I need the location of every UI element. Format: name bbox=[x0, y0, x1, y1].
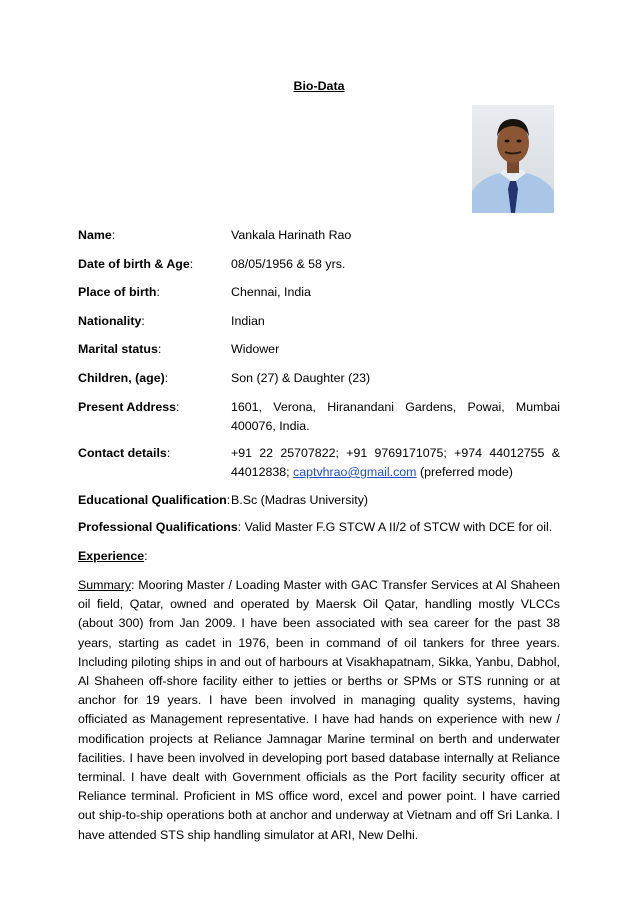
field-value: Valid Master F.G STCW A II/2 of STCW with DCE for oil. bbox=[244, 520, 553, 534]
experience-heading: Experience: bbox=[78, 549, 148, 563]
profile-photo bbox=[472, 105, 554, 213]
field-value: B.Sc (Madras University) bbox=[231, 493, 369, 507]
field-label: Place of birth bbox=[78, 285, 157, 299]
portrait-image bbox=[472, 105, 554, 213]
email-link[interactable]: captvhrao@gmail.com bbox=[293, 465, 417, 479]
field-label: Children, (age) bbox=[78, 371, 165, 385]
contact-value bbox=[231, 444, 560, 482]
field-value: Indian bbox=[231, 314, 265, 328]
field-label: Present Address bbox=[78, 400, 177, 414]
field-label: Educational Qualification bbox=[78, 493, 227, 507]
field-row-contact: Contact details: +91 22 25707822; +91 9769171075; +974 44012755 & 44012838; captvhrao@gmail.com (preferred mode) bbox=[78, 444, 560, 484]
field-label: Marital status bbox=[78, 342, 158, 356]
field-label: Nationality bbox=[78, 314, 142, 328]
field-label: Date of birth & Age bbox=[78, 257, 190, 271]
field-label: Name bbox=[78, 228, 112, 242]
section-heading: Experience bbox=[78, 549, 145, 563]
field-label: Contact details bbox=[78, 446, 167, 460]
field-value: 1601, Verona, Hiranandani Gardens, Powai, Mumbai 400076, India. bbox=[231, 400, 560, 433]
professional-qualifications: Professional Qualifications: Valid Master F.G STCW A II/2 of STCW with DCE for oil. bbox=[78, 520, 553, 534]
field-row-address: Present Address: 1601, Verona, Hiranandani Gardens, Powai, Mumbai 400076, India. bbox=[78, 398, 560, 438]
field-value: Widower bbox=[231, 342, 280, 356]
field-label: Professional Qualifications bbox=[78, 520, 238, 534]
field-value: Vankala Harinath Rao bbox=[231, 228, 352, 242]
phone-numbers: +91 22 25707822; +91 9769171075; +974 44012755 & 44012838; bbox=[231, 446, 560, 479]
field-value: Son (27) & Daughter (23) bbox=[231, 371, 371, 385]
summary-label: Summary bbox=[78, 578, 132, 592]
summary-text: Mooring Master / Loading Master with GAC Transfer Services at Al Shaheen oil field, Qatar, owned and operated by Maersk Oil Qatar, handling mostly VLCCs (about 300) from Jan 2009. I have been associated with sea career for the past 38 years, starting as cadet in 1976, been in command of oil tankers for three years. Including piloting ships in and out of harbours at Visakhapatnam, Sikka, Yanbu, Dabhol, Al Shaheen off-shore facility either to jetties or berths or SPMs or STS running or at anchor for 19 years. I have been involved in managing quality systems, having officiated as Management representative. I have had hands on experience with new / modification projects at Reliance Jamnagar Marine terminal on berth and underwater facilities. I have been involved in developing port based database internally at Reliance terminal. I have dealt with Government officials as the Port facility security officer at Reliance terminal. Proficient in MS office word, excel and power point. I have carried out ship-to-ship operations both at anchor and underway at Vietnam and off Sri Lanka. I have attended STS ship handling simulator at ARI, New Delhi. bbox=[78, 578, 560, 842]
field-value: Chennai, India bbox=[231, 285, 311, 299]
experience-summary: Summary: Mooring Master / Loading Master with GAC Transfer Services at Al Shaheen oil field, Qatar, owned and operated by Maersk Oil Qatar, handling mostly VLCCs (about 300) from Jan 2009. I have been associated with sea career for the past 38 years, starting as cadet in 1976, been in command of oil tankers for three years. Including piloting ships in and out of harbours at Visakhapatnam, Sikka, Yanbu, Dabhol, Al Shaheen off-shore facility either to jetties or berths or SPMs or STS running or at anchor for 19 years. I have been involved in managing quality systems, having officiated as Management representative. I have had hands on experience with new / modification projects at Reliance Jamnagar Marine terminal on berth and underwater facilities. I have been involved in developing port based database internally at Reliance terminal. I have dealt with Government officials as the Port facility security officer at Reliance terminal. Proficient in MS office word, excel and power point. I have carried out ship-to-ship operations both at anchor and underway at Vietnam and off Sri Lanka. I have attended STS ship handling simulator at ARI, New Delhi. bbox=[78, 578, 560, 842]
field-value: 08/05/1956 & 58 yrs. bbox=[231, 257, 346, 271]
contact-note: (preferred mode) bbox=[419, 465, 513, 479]
page-title: Bio-Data bbox=[293, 79, 345, 93]
